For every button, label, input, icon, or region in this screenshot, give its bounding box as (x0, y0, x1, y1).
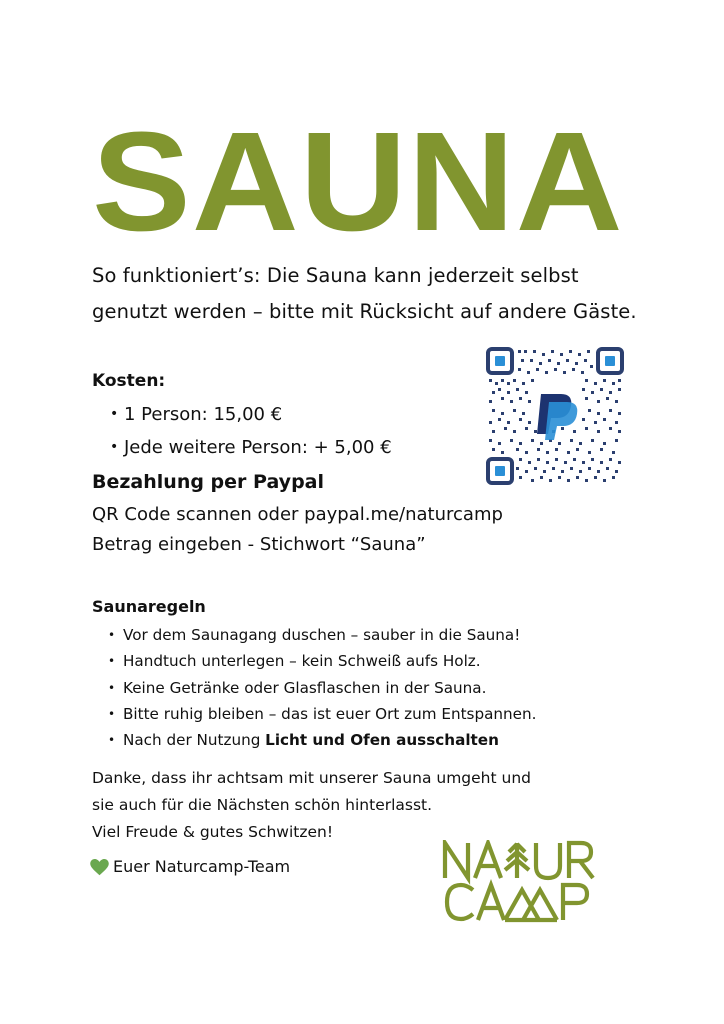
signoff-text: Euer Naturcamp-Team (113, 857, 291, 876)
paypal-qr-code-icon[interactable] (485, 346, 625, 486)
page-title: SAUNA (92, 102, 624, 260)
rule-text: Nach der Nutzung (123, 731, 266, 750)
payment-line: Betrag eingeben - Stichwort “Sauna” (92, 534, 426, 555)
rule-item (108, 648, 536, 674)
rule-emphasis: Licht und Ofen ausschalten (265, 731, 499, 750)
thanks-line: sie auch für die Nächsten schön hinterlasst. (92, 796, 433, 814)
thanks-line: Danke, dass ihr achtsam mit unserer Sauna umgeht und (92, 769, 531, 787)
rule-item (108, 701, 536, 727)
thanks-line: Viel Freude & gutes Schwitzen! (92, 823, 334, 841)
rule-text: Vor dem Saunagang duschen – sauber in die Sauna! (123, 626, 521, 644)
rule-item (108, 675, 536, 701)
costs-heading: Kosten: (92, 371, 166, 391)
intro-text: So funktioniert’s: Die Sauna kann jederzeit selbst genutzt werden – bitte mit Rücksicht auf andere Gäste. (92, 264, 637, 323)
cost-item: • Jede weitere Person: + 5,00 € (110, 431, 392, 464)
cost-list (110, 398, 392, 464)
rule-item (108, 727, 536, 753)
naturcamp-logo (441, 840, 601, 925)
thanks-text (92, 765, 622, 846)
green-heart-icon (90, 859, 109, 876)
payment-instructions (92, 500, 503, 560)
rules-list (108, 622, 536, 753)
rule-text: Handtuch unterlegen – kein Schweiß aufs Holz. (123, 652, 481, 671)
rule-text: Keine Getränke oder Glasflaschen in der Sauna. (123, 678, 487, 697)
rules-heading: Saunaregeln (92, 597, 206, 616)
signoff (90, 855, 290, 879)
rule-item (108, 622, 536, 648)
payment-line: QR Code scannen oder paypal.me/naturcamp (92, 504, 503, 525)
rule-text: Bitte ruhig bleiben – das ist euer Ort zum Entspannen. (123, 704, 537, 723)
payment-heading: Bezahlung per Paypal (92, 471, 324, 493)
cost-item: • 1 Person: 15,00 € (110, 398, 392, 431)
